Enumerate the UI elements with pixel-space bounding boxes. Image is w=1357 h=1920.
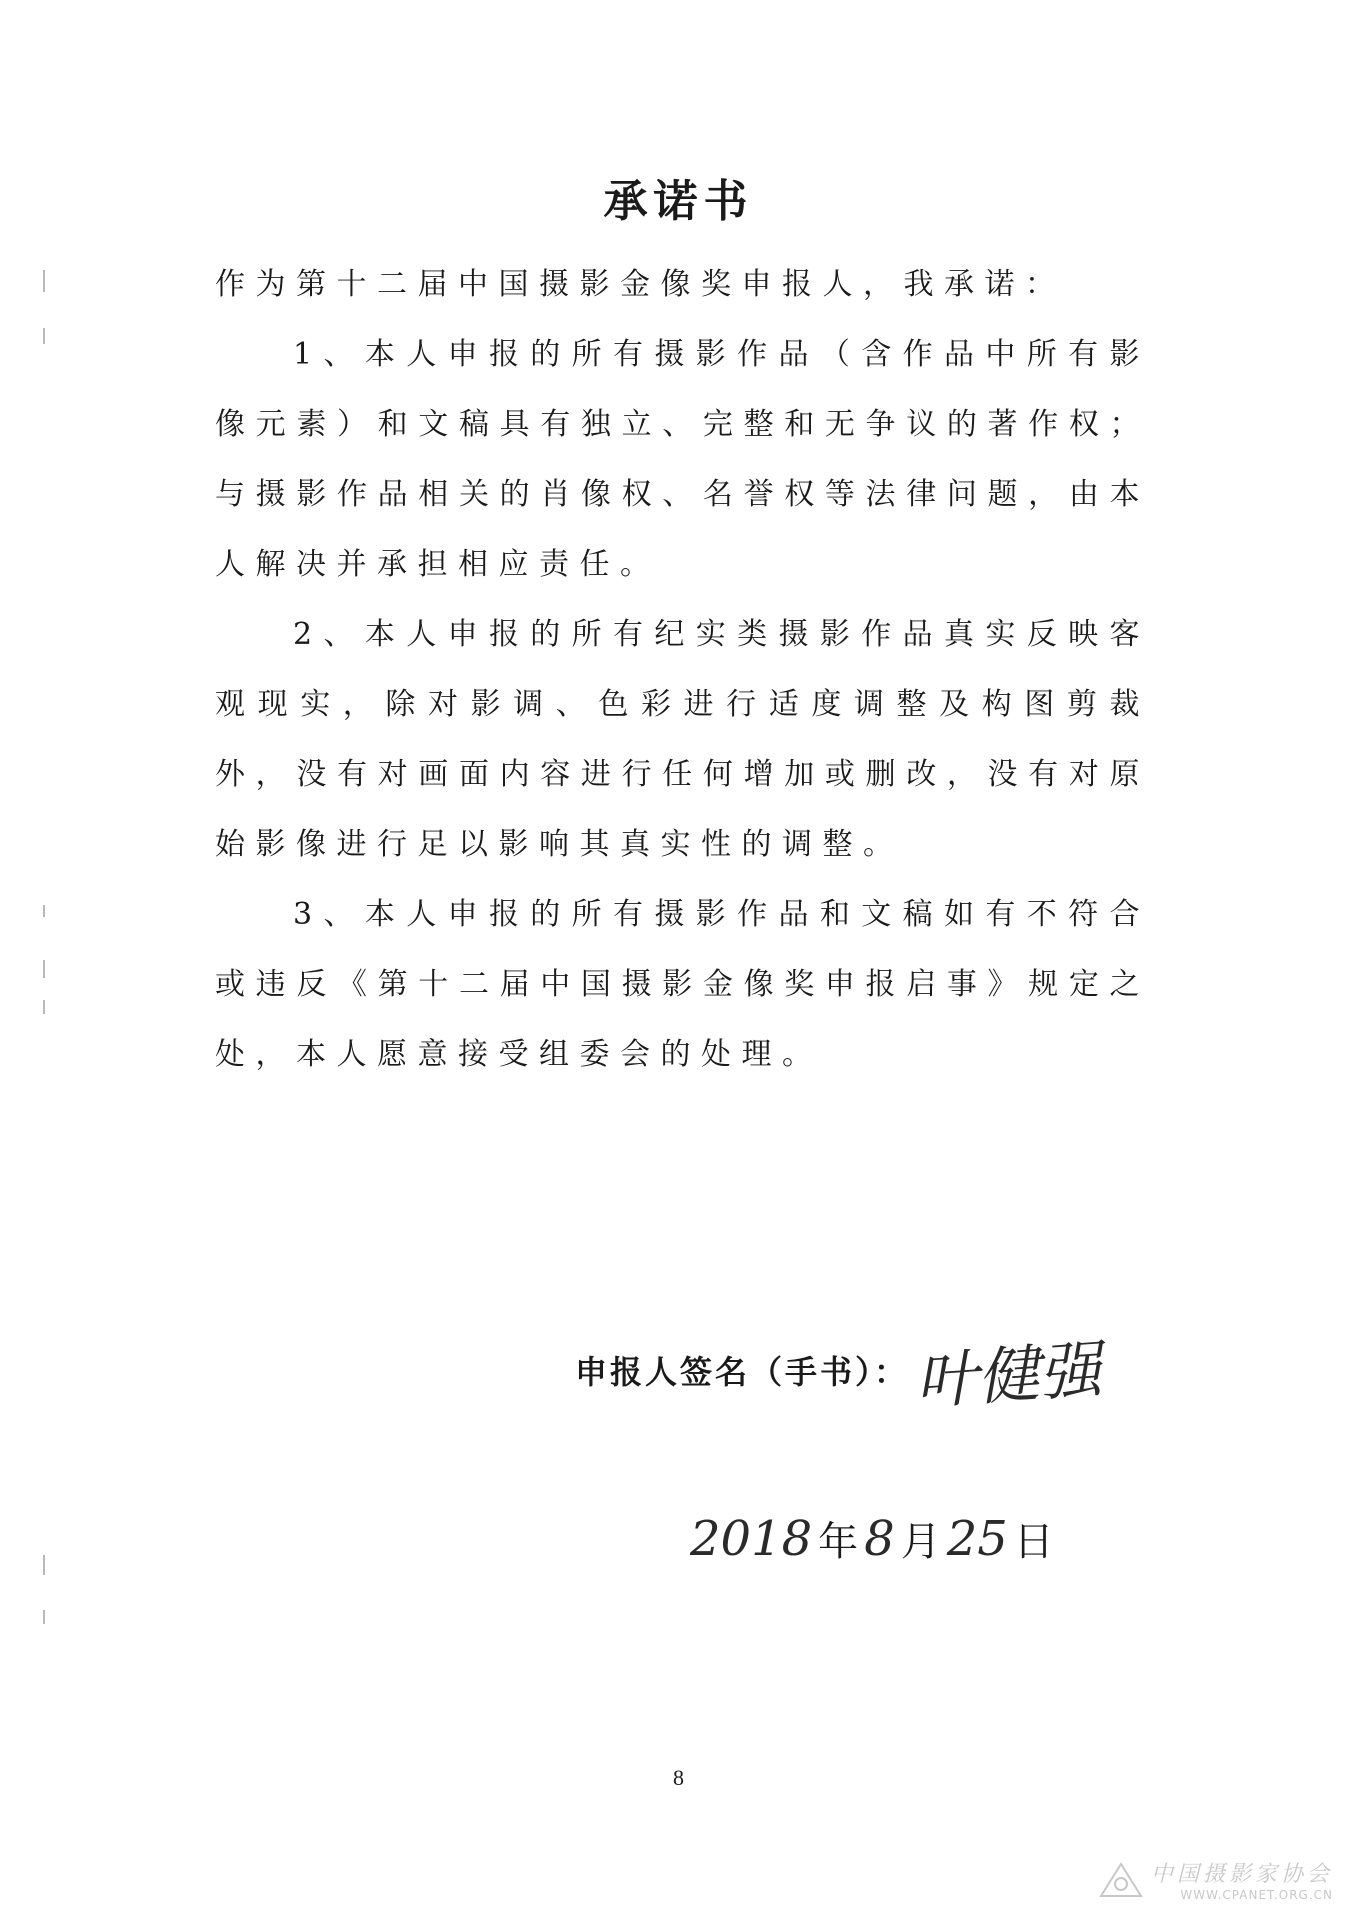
signature-row (575, 1300, 1104, 1440)
scan-mark (43, 905, 45, 917)
watermark (1097, 1857, 1333, 1902)
scan-mark (43, 960, 45, 978)
date-day-char: 日 (1013, 1519, 1054, 1565)
date-month-char: 月 (900, 1519, 941, 1565)
commitment-item-3: 3、本人申报的所有摄影作品和文稿如有不符合或违反《第十二届中国摄影金像奖申报启事》规定之处，本人愿意接受组委会的处理。 (215, 897, 1150, 1072)
signature-label: 申报人签名（手书）： (575, 1353, 910, 1391)
scan-mark (43, 270, 45, 292)
scan-mark (43, 1610, 45, 1624)
watermark-url: WWW.CPANET.ORG.CN (1180, 1888, 1333, 1902)
commitment-item-2: 2、本人申报的所有纪实类摄影作品真实反映客观现实，除对影调、色彩进行适度调整及构图剪裁外，没有对画面内容进行任何增加或删改，没有对原始影像进行足以影响其真实性的调整。 (215, 617, 1150, 862)
document-title: 承诺书 (603, 176, 754, 227)
commitment-item-1: 1、本人申报的所有摄影作品（含作品中所有影像元素）和文稿具有独立、完整和无争议的著作权；与摄影作品相关的肖像权、名誉权等法律问题，由本人解决并承担相应责任。 (215, 337, 1150, 582)
association-logo-icon (1097, 1860, 1145, 1900)
intro-paragraph: 作为第十二届中国摄影金像奖申报人，我承诺： (215, 267, 1066, 302)
signature-date (690, 1510, 1060, 1567)
handwritten-signature: 叶健强 (913, 1332, 1104, 1418)
watermark-name: 中国摄影家协会 (1150, 1862, 1333, 1887)
scan-mark (43, 1555, 45, 1575)
scan-margin-marks (40, 0, 52, 1920)
scan-mark (43, 328, 45, 344)
date-year-char: 年 (818, 1519, 859, 1565)
date-year: 2018 (690, 1511, 813, 1567)
date-month: 8 (864, 1511, 895, 1567)
document-body (215, 250, 1150, 1090)
scan-mark (43, 1000, 45, 1014)
page-number: 8 (673, 1765, 684, 1790)
date-day: 25 (946, 1511, 1008, 1567)
